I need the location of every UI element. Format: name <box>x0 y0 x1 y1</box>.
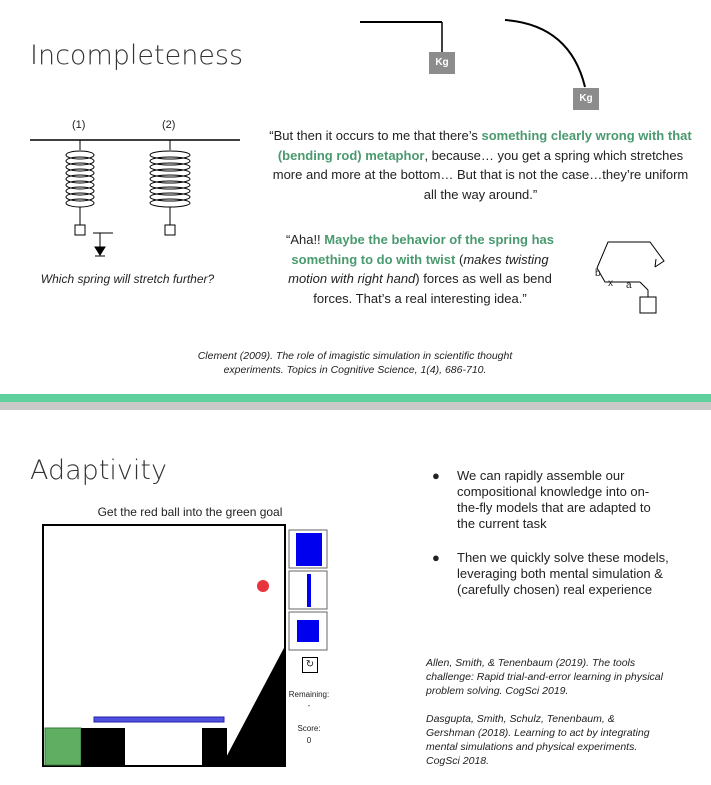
physics-game-canvas[interactable] <box>42 524 342 770</box>
score-value: 0 <box>306 736 312 745</box>
remaining-value: - <box>307 701 311 710</box>
spring-caption: Which spring will stretch further? <box>40 272 215 286</box>
spring-1-coil <box>66 151 94 207</box>
coil-outline <box>597 242 664 268</box>
remaining-label: Remaining: <box>288 690 330 699</box>
tool-1-shape <box>296 533 322 566</box>
bullet-text: Then we quickly solve these models, leveraging both mental simulation & (carefully chosen) real experience <box>457 550 669 597</box>
tool-3-shape <box>297 620 319 642</box>
game-instructions: Get the red ball into the green goal <box>97 505 283 519</box>
support-arrow <box>95 247 105 255</box>
slide-title: Incompleteness <box>30 40 244 71</box>
slide-divider-accent <box>0 394 711 402</box>
spring-2-coil <box>150 151 190 207</box>
quote-1-rest: , because… you get a spring which stretches more and more at the bottom… But that is not the case…they’re uniform all the way around.” <box>272 147 689 202</box>
quote-2-paren: ( <box>455 251 464 267</box>
weight-kg-1: Kg <box>429 52 455 74</box>
coil-drop <box>640 282 648 290</box>
quote-2-highlight: Maybe the behavior of the spring has something to do with twist <box>291 232 554 267</box>
reference-2: Dasgupta, Smith, Schulz, Tenenbaum, & Gershman (2018). Learning to act by integrating mental simulations and physical experiments. CogSci 2018. <box>426 713 650 767</box>
quote-1-open: “But then it occurs to me that there’s <box>269 128 482 143</box>
left-block <box>81 728 125 765</box>
quote-2 <box>285 230 555 308</box>
coil-end <box>655 259 656 267</box>
bullet-text: We can rapidly assemble our compositional knowledge into on-the-fly models that are adapted to the current task <box>457 468 651 531</box>
springs-diagram <box>25 135 245 270</box>
quote-2-italic: makes twisting motion with right hand <box>288 251 549 286</box>
bullet-list <box>430 468 670 616</box>
coil-label-a: a <box>626 280 632 291</box>
right-block <box>202 728 227 765</box>
citation: Clement (2009). The role of imagistic simulation in scientific thought experiments. Topics in Cognitive Science, 1(4), 686-710. <box>197 350 513 376</box>
spring-2-weight <box>165 225 175 235</box>
spring-label-1: (1) <box>72 119 86 131</box>
coil-twist-diagram <box>590 235 675 320</box>
coil-label-b: b <box>595 268 601 279</box>
references <box>426 656 666 782</box>
score-label: Score: <box>297 724 321 733</box>
spring-1-weight <box>75 225 85 235</box>
slide-title: Adaptivity <box>30 455 167 486</box>
weight-kg-2: Kg <box>573 88 599 110</box>
coil-weight <box>640 297 656 313</box>
bullet-item: ● Then we quickly solve these models, leveraging both mental simulation & (carefully chosen) real experience <box>432 550 669 597</box>
quote-1-highlight: something clearly wrong with that (bending rod) metaphor <box>277 128 692 163</box>
tool-2-shape <box>307 574 311 607</box>
slide-divider <box>0 402 711 410</box>
bent-rod <box>505 20 585 87</box>
coil-lower-arm <box>597 268 640 282</box>
green-goal <box>45 728 81 765</box>
spring-label-2: (2) <box>162 119 176 131</box>
blue-platform[interactable] <box>94 717 224 722</box>
coil-label-x: x <box>608 278 613 289</box>
bullet-item: ● We can rapidly assemble our compositional knowledge into on-the-fly models that are adapted to the current task <box>432 468 651 531</box>
red-ball <box>257 580 269 592</box>
reference-1: Allen, Smith, & Tenenbaum (2019). The tools challenge: Rapid trial-and-error learning in physical problem solving. CogSci 2019. <box>426 657 663 697</box>
quote-2-open: “Aha!! <box>285 232 325 247</box>
quote-1 <box>268 126 693 204</box>
quote-2-rest: ) forces as well as bend forces. That’s a real interesting idea.” <box>313 271 552 306</box>
reset-icon[interactable]: ↻ <box>302 657 318 673</box>
